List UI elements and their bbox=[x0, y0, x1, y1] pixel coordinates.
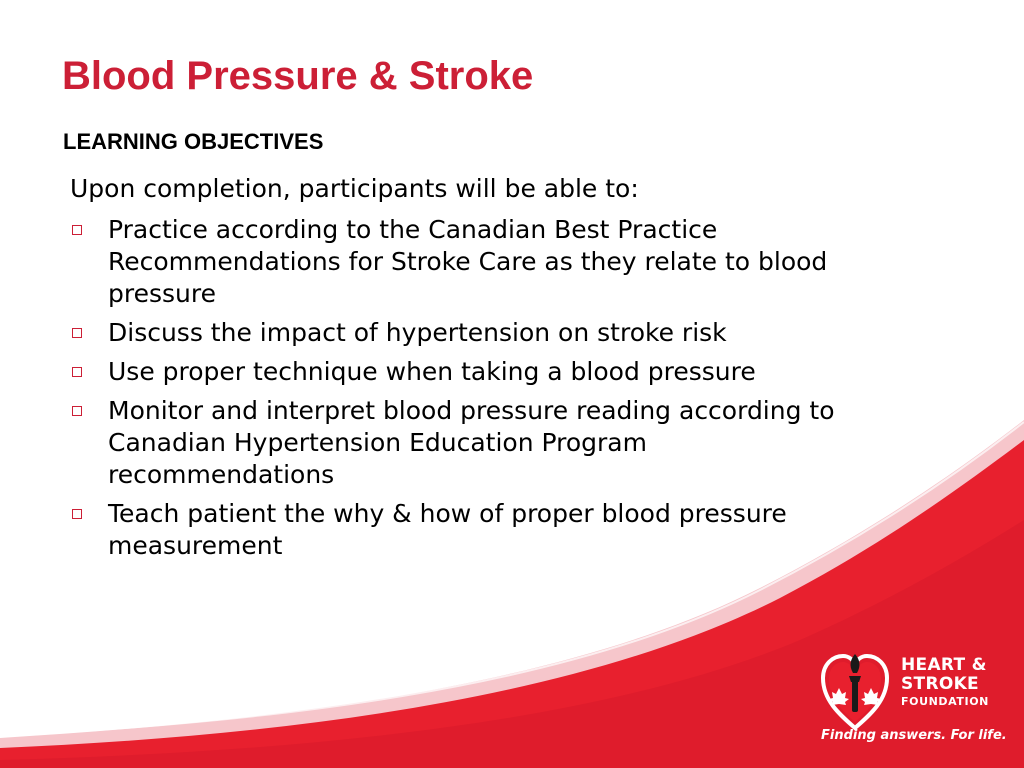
objectives-list bbox=[70, 214, 870, 569]
objective-item bbox=[70, 395, 870, 491]
logo-wordmark bbox=[901, 656, 989, 710]
checkbox-square-icon bbox=[72, 367, 82, 377]
logo-tagline: Finding answers. For life. bbox=[821, 728, 1007, 743]
checkbox-square-icon bbox=[72, 509, 82, 519]
objective-text: Discuss the impact of hypertension on stroke risk bbox=[108, 318, 727, 347]
logo-line-stroke: STROKE bbox=[901, 674, 979, 694]
objective-item bbox=[70, 356, 870, 388]
heart-torch-maple-leaf-icon bbox=[819, 648, 891, 732]
logo-line-foundation: FOUNDATION bbox=[901, 695, 989, 708]
slide-subtitle: LEARNING OBJECTIVES bbox=[63, 129, 324, 154]
checkbox-square-icon bbox=[72, 406, 82, 416]
heart-and-stroke-logo bbox=[815, 648, 1015, 756]
objective-text: Teach patient the why & how of proper blood pressure measurement bbox=[108, 499, 787, 560]
intro-text: Upon completion, participants will be able to: bbox=[70, 174, 639, 203]
slide-title: Blood Pressure & Stroke bbox=[62, 54, 534, 98]
checkbox-square-icon bbox=[72, 328, 82, 338]
checkbox-square-icon bbox=[72, 225, 82, 235]
objective-text: Monitor and interpret blood pressure reading according to Canadian Hypertension Education Program recommendations bbox=[108, 396, 835, 489]
logo-line-heart: HEART & bbox=[901, 655, 987, 675]
objective-item bbox=[70, 498, 870, 562]
objective-item bbox=[70, 317, 870, 349]
objective-text: Practice according to the Canadian Best Practice Recommendations for Stroke Care as they relate to blood pressure bbox=[108, 215, 828, 308]
objective-text: Use proper technique when taking a blood pressure bbox=[108, 357, 756, 386]
objective-item bbox=[70, 214, 870, 310]
